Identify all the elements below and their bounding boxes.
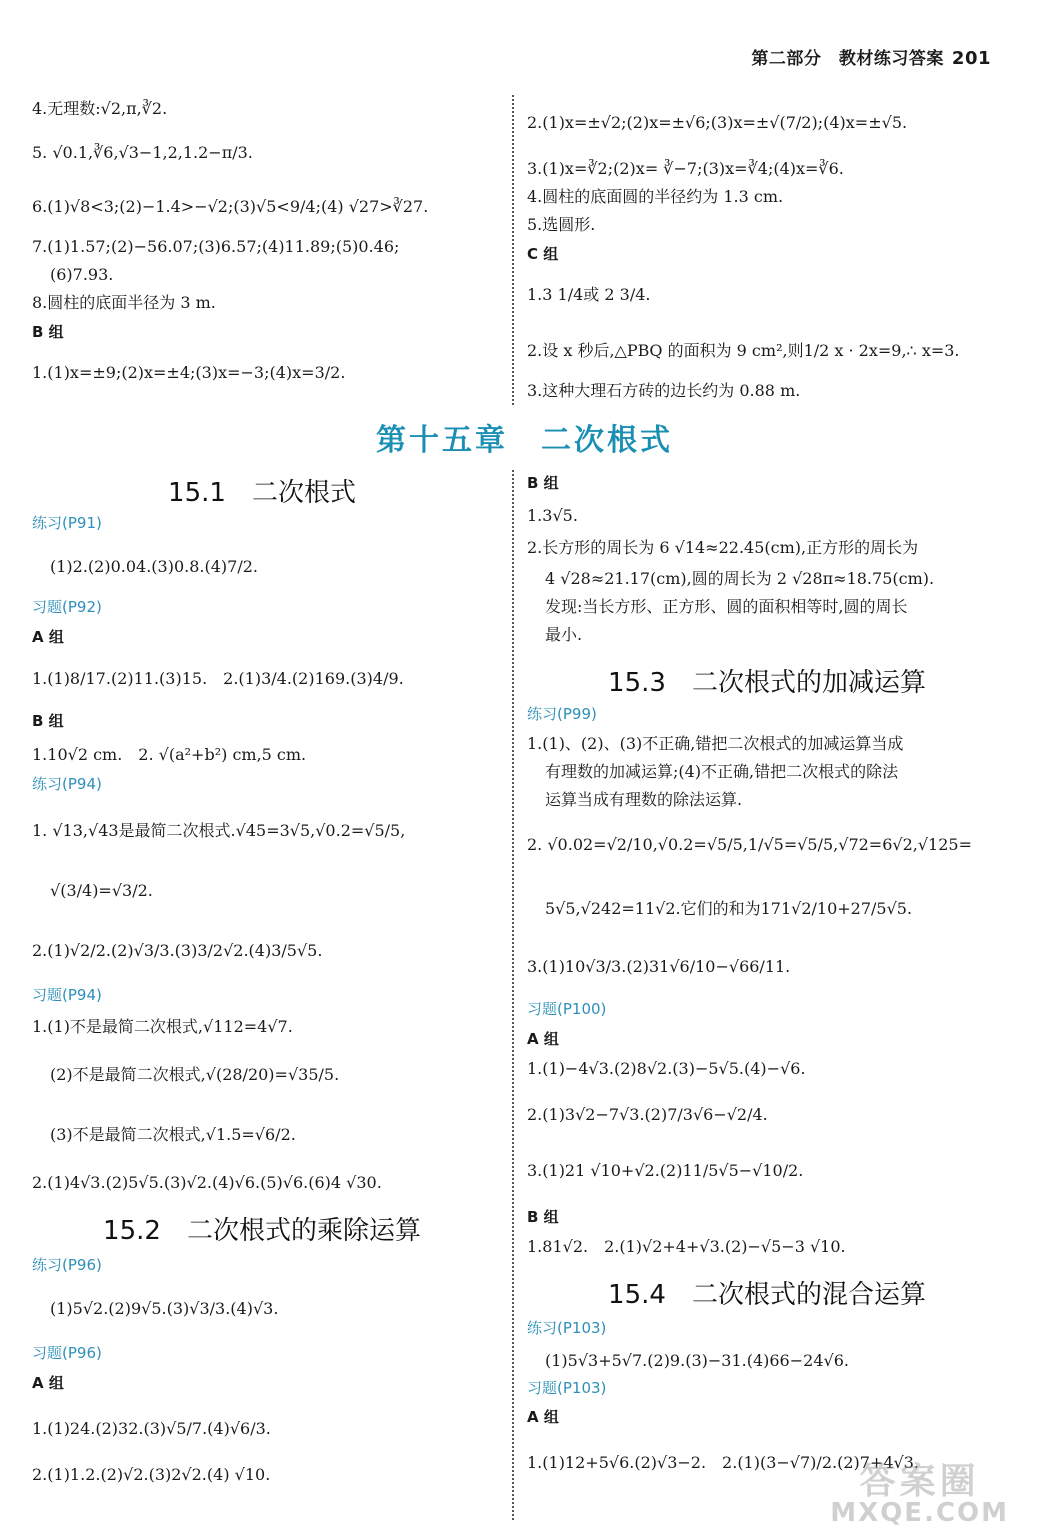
group-label: B 组 xyxy=(32,712,64,730)
answer-line: 1.10√2 cm. 2. √(a²+b²) cm,5 cm. xyxy=(32,745,307,764)
section-title-15-4: 15.4 二次根式的混合运算 xyxy=(608,1280,926,1310)
answer-line: 3.(1)10√3/3.(2)31√6/10−√66/11. xyxy=(527,957,791,976)
answer-line: 2.(1)1.2.(2)√2.(3)2√2.(4) √10. xyxy=(32,1465,271,1484)
answer-line: 5. √0.1,∛6,√3−1,2,1.2−π/3. xyxy=(32,143,253,162)
answer-line: 2.长方形的周长为 6 √14≈22.45(cm),正方形的周长为 xyxy=(527,538,919,557)
exercise-heading: 练习(P103) xyxy=(527,1319,607,1337)
column-divider-bottom xyxy=(512,470,514,1520)
answer-line: 7.(1)1.57;(2)−56.07;(3)6.57;(4)11.89;(5)0.46; xyxy=(32,237,400,256)
answer-line: (1)5√3+5√7.(2)9.(3)−31.(4)66−24√6. xyxy=(545,1351,849,1370)
answer-line: 3.(1)21 √10+√2.(2)11/5√5−√10/2. xyxy=(527,1161,804,1180)
answer-line: 1.3 1/4或 2 3/4. xyxy=(527,285,651,304)
exercise-heading: 练习(P91) xyxy=(32,514,102,532)
page-header xyxy=(751,44,991,69)
exercise-heading: 习题(P103) xyxy=(527,1379,607,1397)
answer-line: √(3/4)=√3/2. xyxy=(50,881,153,900)
answer-line: 4 √28≈21.17(cm),圆的周长为 2 √28π≈18.75(cm). xyxy=(545,569,935,588)
answer-line: 发现:当长方形、正方形、圆的面积相等时,圆的周长 xyxy=(545,597,908,616)
answer-line: 1.81√2. 2.(1)√2+4+√3.(2)−√5−3 √10. xyxy=(527,1237,846,1256)
answer-line: 2. √0.02=√2/10,√0.2=√5/5,1/√5=√5/5,√72=6√2,√125= xyxy=(527,835,972,854)
watermark-url: MXQE.COM xyxy=(830,1498,1009,1528)
answer-line: 1.(1)8/17.(2)11.(3)15. 2.(1)3/4.(2)169.(3)4/9. xyxy=(32,669,404,688)
column-divider-top xyxy=(512,95,514,405)
group-label: B 组 xyxy=(32,323,64,341)
watermark-text: 答案圈 xyxy=(859,1461,980,1502)
answer-line: 2.(1)x=±√2;(2)x=±√6;(3)x=±√(7/2);(4)x=±√5. xyxy=(527,113,908,132)
group-label: A 组 xyxy=(32,1374,64,1392)
answer-line: 1.(1)x=±9;(2)x=±4;(3)x=−3;(4)x=3/2. xyxy=(32,363,346,382)
exercise-heading: 练习(P99) xyxy=(527,705,597,723)
answer-line: 8.圆柱的底面半径为 3 m. xyxy=(32,293,216,312)
answer-line: (1)5√2.(2)9√5.(3)√3/3.(4)√3. xyxy=(50,1299,279,1318)
answer-line: 4.圆柱的底面圆的半径约为 1.3 cm. xyxy=(527,187,784,206)
answer-line: 3.这种大理石方砖的边长约为 0.88 m. xyxy=(527,381,801,400)
chapter-title: 第十五章 二次根式 xyxy=(376,423,673,458)
answer-line: 2.(1)4√3.(2)5√5.(3)√2.(4)√6.(5)√6.(6)4 √30. xyxy=(32,1173,382,1192)
answer-line: 6.(1)√8<3;(2)−1.4>−√2;(3)√5<9/4;(4) √27>∛27. xyxy=(32,197,429,216)
answer-line: (2)不是最简二次根式,√(28/20)=√35/5. xyxy=(50,1065,340,1084)
section-title-15-1: 15.1 二次根式 xyxy=(168,478,356,508)
answer-line: 1.(1)、(2)、(3)不正确,错把二次根式的加减运算当成 xyxy=(527,734,904,753)
answer-line: 最小. xyxy=(545,625,583,644)
exercise-heading: 习题(P94) xyxy=(32,986,102,1004)
group-label: B 组 xyxy=(527,1208,559,1226)
exercise-heading: 练习(P96) xyxy=(32,1256,102,1274)
answer-line: 3.(1)x=∛2;(2)x= ∛−7;(3)x=∛4;(4)x=∛6. xyxy=(527,159,844,178)
answer-line: (6)7.93. xyxy=(50,265,114,284)
exercise-heading: 习题(P92) xyxy=(32,598,102,616)
exercise-heading: 习题(P100) xyxy=(527,1000,607,1018)
group-label: C 组 xyxy=(527,245,559,263)
answer-line: 4.无理数:√2,π,∛2. xyxy=(32,99,168,118)
answer-line: 2.(1)3√2−7√3.(2)7/3√6−√2/4. xyxy=(527,1105,768,1124)
group-label: A 组 xyxy=(527,1030,559,1048)
answer-line: 5√5,√242=11√2.它们的和为171√2/10+27/5√5. xyxy=(545,899,913,918)
answer-line: 1.(1)−4√3.(2)8√2.(3)−5√5.(4)−√6. xyxy=(527,1059,806,1078)
answer-line: 1.(1)不是最简二次根式,√112=4√7. xyxy=(32,1017,293,1036)
group-label: A 组 xyxy=(32,628,64,646)
answer-line: 1.3√5. xyxy=(527,506,578,525)
answer-line: (1)2.(2)0.04.(3)0.8.(4)7/2. xyxy=(50,557,258,576)
answer-line: 运算当成有理数的除法运算. xyxy=(545,790,743,809)
answer-line: 1.(1)12+5√6.(2)√3−2. 2.(1)(3−√7)/2.(2)7+4√3. xyxy=(527,1453,919,1472)
exercise-heading: 习题(P96) xyxy=(32,1344,102,1362)
watermark-logo xyxy=(830,1461,1009,1528)
section-title-15-3: 15.3 二次根式的加减运算 xyxy=(608,668,926,698)
answer-line: 5.选圆形. xyxy=(527,215,596,234)
answer-line: (3)不是最简二次根式,√1.5=√6/2. xyxy=(50,1125,296,1144)
page-number: 201 xyxy=(951,48,991,69)
group-label: B 组 xyxy=(527,474,559,492)
section-title-15-2: 15.2 二次根式的乘除运算 xyxy=(103,1216,421,1246)
answer-line: 有理数的加减运算;(4)不正确,错把二次根式的除法 xyxy=(545,762,899,781)
group-label: A 组 xyxy=(527,1408,559,1426)
answer-line: 2.(1)√2/2.(2)√3/3.(3)3/2√2.(4)3/5√5. xyxy=(32,941,323,960)
exercise-heading: 练习(P94) xyxy=(32,775,102,793)
answer-line: 1.(1)24.(2)32.(3)√5/7.(4)√6/3. xyxy=(32,1419,271,1438)
header-title: 第二部分 教材练习答案 xyxy=(751,49,944,69)
answer-line: 1. √13,√43是最简二次根式.√45=3√5,√0.2=√5/5, xyxy=(32,821,406,840)
answer-line: 2.设 x 秒后,△PBQ 的面积为 9 cm²,则1/2 x · 2x=9,∴ x=3. xyxy=(527,341,960,360)
